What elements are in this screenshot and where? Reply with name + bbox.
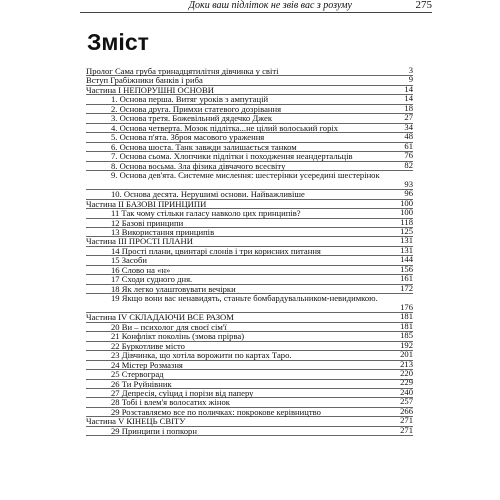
toc-entry-title: 19 Якщо вони вас ненавидять, станьте бомбардувальником-невидимкою. [111,293,378,304]
toc-chapter-9 [86,171,413,190]
toc-entry-page: 201 [400,349,413,360]
toc-entry-page: 156 [400,263,413,274]
running-header [80,0,432,13]
toc-entry-title: 3. Основа третя. Божевільний дядечко Джек [111,113,273,124]
toc-entry-title: 29 Принципи і попкорн [111,425,197,436]
toc-entry-title: 8. Основа восьма. Зла фізика дівчачого всесвіту [111,160,286,171]
toc-entry-page: 192 [400,339,413,350]
toc-entry-page: 185 [400,330,413,341]
toc-entry-page: 14 [404,93,413,104]
toc-entry-page: 240 [400,386,413,397]
toc-heading: Зміст [87,29,149,55]
toc-chapter-29b [86,424,413,436]
toc-entry-page: 61 [404,140,413,151]
toc-entry-title: Частина III ПРОСТІ ПЛАНИ [86,236,193,247]
toc-entry-page: 181 [400,311,413,322]
running-title: Доки ваш підліток не звів вас з розуму [188,0,352,11]
toc-entry-page: 93 [404,178,413,189]
toc-entry-title: 6. Основа шоста. Танк завжди залишається танком [111,141,297,152]
toc-entry-page: 271 [400,415,413,426]
toc-entry-title: Частина I НЕПОРУШНІ ОСНОВИ [86,84,214,95]
toc-entry-title: 15 Засоби [111,255,147,266]
toc-entry-title: 28 Тобі і влем'я волосатих жінок [111,397,230,408]
toc-entry-title: 13 Використання принципів [111,226,215,237]
toc-entry-title: 29 Розставляємо все по поличках: покрокове керівництво [111,406,321,417]
toc-entry-title: 25 Стервоград [111,369,164,380]
toc-entry-title: 24 Містер Розмазня [111,359,183,370]
toc-entry-title: 12 Базові принципи [111,217,184,228]
toc-entry-page: 76 [404,150,413,161]
toc-entry-page: 14 [404,83,413,94]
toc-entry-page: 100 [400,207,413,218]
toc-entry-title: 17 Сходи судного дня. [111,274,193,285]
toc-entry-title: 2. Основа друга. Примхи статевого дозрівання [111,103,282,114]
toc-entry-title: 16 Слово на «н» [111,264,171,275]
toc-entry-title: 18 Як легко улаштовувати вечірки [111,283,236,294]
toc-entry-page: 266 [400,405,413,416]
toc-entry-page: 9 [408,74,413,85]
toc-entry-page: 144 [400,254,413,265]
toc-chapter-19 [86,294,413,313]
toc-entry-page: 27 [404,112,413,123]
toc-entry-title: 7. Основа сьома. Хлопчики підлітки і походження неандертальців [111,151,353,162]
toc-entry-page: 172 [400,282,413,293]
toc-entry-page: 131 [400,235,413,246]
toc-entry-title: 4. Основа четверта. Мозок підлітка...не цілий волоський горіх [111,122,339,133]
toc-entry-page: 48 [404,131,413,142]
toc-entry-title: 20 Ви – психолог для своєї сім'ї [111,321,227,332]
toc-entry-page: 271 [400,424,413,435]
toc-entry-title: Частина IV СКЛАДАЮЧИ ВСЕ РАЗОМ [86,312,234,323]
table-of-contents [86,64,413,436]
toc-entry-page: 100 [400,197,413,208]
toc-entry-page: 18 [404,102,413,113]
toc-entry-page: 213 [400,358,413,369]
toc-entry-title: 5. Основа п'ята. Зброя масового ураження [111,132,265,143]
toc-entry-page: 125 [400,225,413,236]
toc-entry-page: 118 [400,216,413,227]
toc-entry-page: 34 [404,121,413,132]
toc-entry-title: Пролог Сама груба тринадцятилітня дівчинка у світі [86,66,279,76]
toc-entry-page: 229 [400,377,413,388]
toc-entry-title: 22 Буркотливе місто [111,340,185,351]
toc-entry-page: 96 [404,188,413,199]
toc-entry-page: 220 [400,368,413,379]
toc-entry-title: 14 Прості плани, цвинтарі слонів і три корисних питання [111,245,321,256]
toc-entry-title: 23 Дівчинка, що хотіла ворожити по картах Таро. [111,350,292,361]
page-number: 275 [415,0,432,11]
toc-entry-page: 181 [400,320,413,331]
toc-entry-title: 10. Основа десята. Нерушимі основи. Найважливіше [111,189,305,200]
toc-entry-title: 11 Так чому стільки галасу навколо цих принципів? [111,208,301,219]
toc-entry-title: Частина II БАЗОВІ ПРИНЦИПИ [86,198,207,209]
toc-entry-page: 257 [400,396,413,407]
toc-entry-title: 9. Основа дев'ята. Системне мислення: шестерінки усередині шестерінок [111,170,380,181]
toc-entry-page: 82 [404,159,413,170]
toc-entry-page: 176 [400,301,413,312]
toc-entry-title: 26 Ти Руйнівник [111,378,172,389]
toc-entry-title: 21 Конфлікт поколінь (змова прірва) [111,331,245,342]
toc-entry-title: 27 Депресія, суїцид і порізи від паперу [111,387,254,398]
toc-entry-page: 161 [400,273,413,284]
toc-entry-title: 1. Основа перша. Витяг уроків з ампутацій [111,94,269,105]
toc-entry-page: 131 [400,244,413,255]
toc-entry-page: 3 [408,64,413,75]
toc-entry-title: Вступ Грабіжники банків і риба [86,75,203,86]
toc-entry-title: Частина V КІНЕЦЬ СВІТУ [86,416,186,427]
